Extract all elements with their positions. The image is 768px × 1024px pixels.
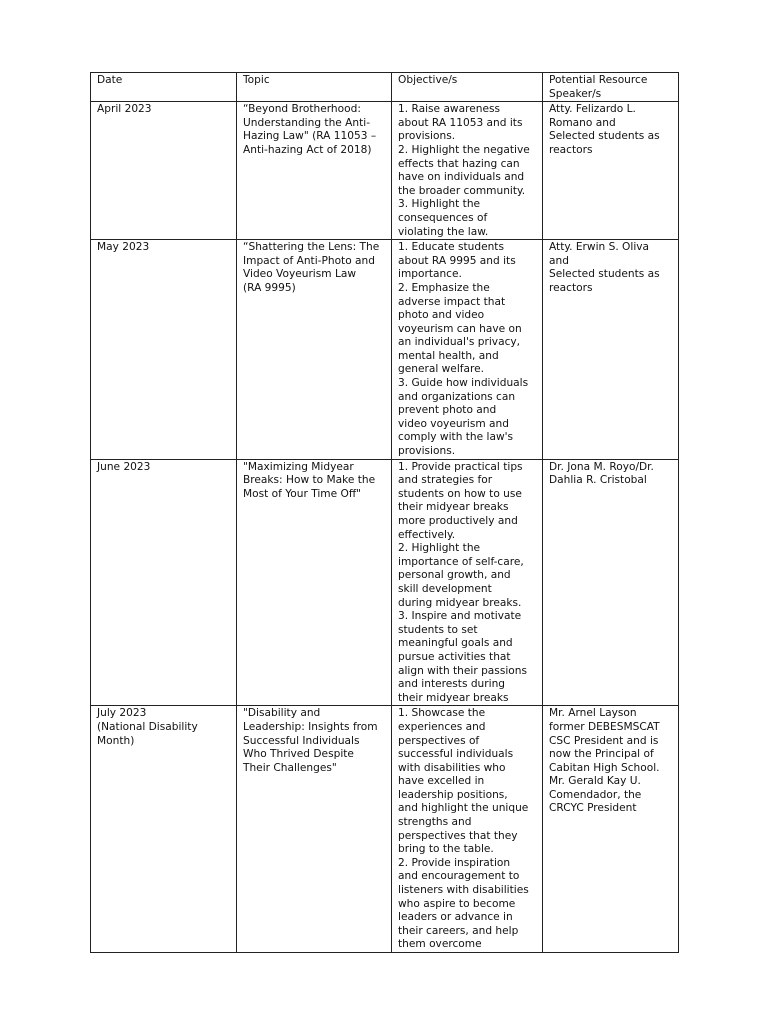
- cell-text-line: May 2023: [97, 241, 150, 254]
- cell-text-line: 2. Highlight the: [398, 542, 481, 555]
- cell-text-line: Breaks: How to Make the: [243, 474, 376, 487]
- cell-text-line: Hazing Law" (RA 11053 –: [243, 130, 377, 143]
- cell-text-line: meaningful goals and: [398, 637, 513, 650]
- cell-text-line: leaders or advance in: [398, 911, 513, 924]
- cell-text-line: students to set: [398, 623, 478, 636]
- cell-text-line: Leadership: Insights from: [243, 720, 378, 733]
- cell-text-line: and organizations can: [398, 390, 516, 403]
- cell-text-line: and interests during: [398, 678, 506, 691]
- cell-text-line: (National Disability: [97, 720, 198, 733]
- cell-text-line: and strategies for: [398, 474, 493, 487]
- cell-text-line: Dahlia R. Cristobal: [549, 474, 647, 487]
- cell-text-line: their midyear breaks: [398, 691, 509, 704]
- cell-text-line: align with their passions: [398, 664, 527, 677]
- cell-text-line: perspectives that they: [398, 829, 518, 842]
- speakers-cell: [543, 240, 679, 460]
- cell-text-line: Mr. Gerald Kay U.: [549, 775, 641, 788]
- cell-text-line: Video Voyeurism Law: [243, 268, 357, 281]
- objectives-cell: [392, 240, 543, 460]
- cell-text-line: Who Thrived Despite: [243, 748, 354, 761]
- speakers-cell: [543, 102, 679, 240]
- date-cell: [91, 459, 237, 706]
- cell-text-line: Comendador, the: [549, 788, 642, 801]
- cell-text-line: provisions.: [398, 130, 456, 143]
- cell-text-line: them overcome: [398, 938, 482, 951]
- cell-text-line: 1. Provide practical tips: [398, 460, 523, 473]
- speakers-cell: [543, 459, 679, 706]
- cell-text-line: mental health, and: [398, 349, 499, 362]
- cell-text-line: who aspire to become: [398, 897, 516, 910]
- cell-text-line: and: [549, 254, 569, 267]
- cell-text-line: CSC President and is: [549, 734, 659, 747]
- cell-text-line: Selected students as: [549, 130, 660, 143]
- cell-text-line: listeners with disabilities: [398, 884, 529, 897]
- cell-text-line: 1. Raise awareness: [398, 103, 501, 116]
- objectives-cell: [392, 459, 543, 706]
- cell-text-line: and encouragement to: [398, 870, 520, 883]
- cell-text-line: Dr. Jona M. Royo/Dr.: [549, 460, 654, 473]
- cell-text-line: about RA 11053 and its: [398, 116, 523, 129]
- cell-text-line: 2. Provide inspiration: [398, 856, 511, 869]
- objectives-cell: [392, 102, 543, 240]
- cell-text-line: April 2023: [97, 103, 152, 116]
- cell-text-line: more productively and: [398, 515, 518, 527]
- cell-text-line: Cabitan High School.: [549, 761, 660, 774]
- cell-text-line: violating the law.: [398, 225, 489, 238]
- cell-text-line: about RA 9995 and its: [398, 254, 516, 267]
- cell-text-line: former DEBESMSCAT: [549, 720, 660, 733]
- cell-text-line: general welfare.: [398, 363, 484, 376]
- cell-text-line: skill development: [398, 582, 492, 595]
- cell-text-line: voyeurism can have on: [398, 322, 522, 335]
- date-cell: [91, 102, 237, 240]
- cell-text-line: have excelled in: [398, 775, 485, 788]
- cell-text-line: 3. Guide how individuals: [398, 377, 529, 390]
- cell-text-line: Atty. Felizardo L.: [549, 103, 636, 116]
- header-speakers: Potential Resource Speaker/s: [543, 73, 679, 102]
- topic-cell: [237, 240, 392, 460]
- cell-text-line: 2. Highlight the negative: [398, 143, 530, 156]
- cell-text-line: Selected students as: [549, 268, 660, 281]
- cell-text-line: 1. Educate students: [398, 241, 504, 254]
- cell-text-line: video voyeurism and: [398, 417, 509, 430]
- cell-text-line: 2. Emphasize the: [398, 281, 490, 294]
- cell-text-line: “Beyond Brotherhood:: [243, 103, 361, 116]
- cell-text-line: their midyear breaks: [398, 501, 509, 514]
- cell-text-line: 3. Highlight the: [398, 198, 481, 211]
- topic-cell: [237, 102, 392, 240]
- cell-text-line: their careers, and help: [398, 924, 519, 937]
- cell-text-line: (RA 9995): [243, 281, 296, 294]
- cell-text-line: "Maximizing Midyear: [243, 460, 354, 473]
- cell-text-line: during midyear breaks.: [398, 596, 522, 609]
- cell-text-line: importance.: [398, 268, 462, 281]
- header-date: Date: [91, 73, 237, 102]
- cell-text-line: personal growth, and: [398, 569, 511, 582]
- table-row: [91, 459, 679, 706]
- cell-text-line: reactors: [549, 143, 593, 156]
- cell-text-line: students on how to use: [398, 487, 522, 500]
- cell-text-line: Atty. Erwin S. Oliva: [549, 241, 650, 254]
- cell-text-line: “Shattering the Lens: The: [243, 241, 380, 254]
- cell-text-line: Anti-hazing Act of 2018): [243, 143, 372, 156]
- cell-text-line: photo and video: [398, 309, 485, 322]
- cell-text-line: Romano and: [549, 116, 616, 129]
- date-cell: [91, 240, 237, 460]
- cell-text-line: bring to the table.: [398, 843, 494, 856]
- cell-text-line: leadership positions,: [398, 788, 508, 801]
- cell-text-line: consequences of: [398, 211, 488, 224]
- cell-text-line: Impact of Anti-Photo and: [243, 254, 375, 267]
- table-row: [91, 706, 679, 953]
- cell-text-line: now the Principal of: [549, 748, 654, 761]
- cell-text-line: reactors: [549, 281, 593, 294]
- table-row: [91, 102, 679, 240]
- cell-text-line: provisions.: [398, 445, 456, 458]
- topic-cell: [237, 459, 392, 706]
- topic-cell: [237, 706, 392, 953]
- cell-text-line: July 2023: [97, 707, 147, 720]
- cell-text-line: effectively.: [398, 528, 456, 541]
- cell-text-line: experiences and: [398, 720, 486, 733]
- cell-text-line: "Disability and: [243, 707, 321, 720]
- header-topic: Topic: [237, 73, 392, 102]
- seminar-schedule-table: [90, 72, 679, 953]
- cell-text-line: 1. Showcase the: [398, 707, 486, 720]
- cell-text-line: comply with the law's: [398, 431, 514, 444]
- cell-text-line: importance of self-care,: [398, 555, 524, 568]
- cell-text-line: Successful Individuals: [243, 734, 360, 747]
- cell-text-line: adverse impact that: [398, 295, 506, 308]
- cell-text-line: Month): [97, 734, 135, 747]
- cell-text-line: an individual's privacy,: [398, 336, 521, 349]
- cell-text-line: the broader community.: [398, 184, 526, 197]
- cell-text-line: CRCYC President: [549, 802, 637, 815]
- header-objectives: Objective/s: [392, 73, 543, 102]
- cell-text-line: Most of Your Time Off": [243, 487, 362, 500]
- cell-text-line: and highlight the unique: [398, 802, 529, 815]
- cell-text-line: successful individuals: [398, 748, 514, 761]
- cell-text-line: 3. Inspire and motivate: [398, 610, 522, 623]
- cell-text-line: Understanding the Anti-: [243, 116, 371, 129]
- cell-text-line: strengths and: [398, 816, 472, 829]
- objectives-cell: [392, 706, 543, 953]
- table-row: [91, 240, 679, 460]
- cell-text-line: Mr. Arnel Layson: [549, 707, 637, 720]
- cell-text-line: perspectives of: [398, 734, 480, 747]
- cell-text-line: June 2023: [97, 460, 151, 473]
- cell-text-line: pursue activities that: [398, 650, 511, 663]
- date-cell: [91, 706, 237, 953]
- table-header-row: [91, 73, 679, 102]
- speakers-cell: [543, 706, 679, 953]
- cell-text-line: Their Challenges": [243, 761, 337, 774]
- cell-text-line: have on individuals and: [398, 171, 525, 184]
- cell-text-line: effects that hazing can: [398, 157, 520, 170]
- cell-text-line: with disabilities who: [398, 761, 506, 774]
- cell-text-line: prevent photo and: [398, 404, 497, 417]
